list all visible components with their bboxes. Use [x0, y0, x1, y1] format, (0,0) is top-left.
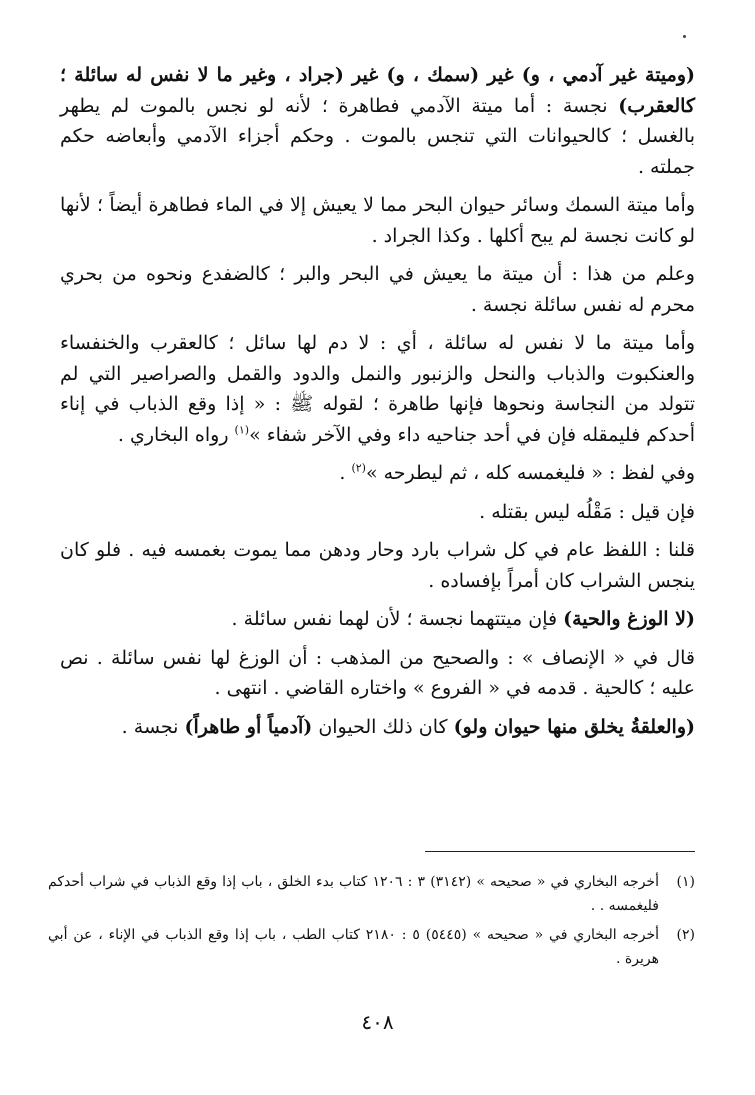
- sharh-text: قال في « الإنصاف » : والصحيح من المذهب : أن الوزغ لها نفس سائلة . نص عليه ؛ كالحية . قدمه في « الفروع » واختاره القاضي . انتهى .: [60, 646, 695, 699]
- matn-text: (لا الوزغ والحية): [563, 608, 695, 630]
- sharh-text: نجسة : أما ميتة الآدمي فطاهرة ؛ لأنه لو نجس بالموت لم يطهر بالغسل ؛ كالحيوانات التي تنجس بالموت . وحكم أجزاء الآدمي وأبعاضه حكم جملته .: [60, 94, 695, 178]
- footnote-ref: (٢): [351, 461, 366, 475]
- matn-text: (والعلقةُ يخلق منها حيوان ولو): [453, 715, 695, 738]
- paragraph: [60, 643, 695, 704]
- footnote: [48, 870, 695, 918]
- page-number: ٤٠٨: [361, 1010, 394, 1034]
- footnotes: [48, 870, 695, 976]
- sharh-text: وأما ميتة ما لا نفس له سائلة ، أي : لا دم لها سائل ؛ كالعقرب والخنفساء والعنكبوت والذباب والنحل والزنبور والنمل والدود والقمل والصراصير التي لم تتولد من النجاسة ونحوها فإنها طاهرة ؛ لقوله ﷺ : « إذا وقع الذباب في إناء أحدكم فليمقله فإن في أحد جناحيه داء وفي الآخر شفاء »: [60, 332, 695, 446]
- paragraph: [60, 535, 695, 596]
- matn-text: (وميتة غير آدمي ، و) غير (سمك ، و) غير (جراد ، وغير ما لا نفس له سائلة ؛ كالعقرب): [60, 64, 695, 117]
- sharh-text: وعلم من هذا : أن ميتة ما يعيش في البحر والبر ؛ كالضفدع ونحوه من بحري محرم له نفس سائلة نجسة .: [60, 263, 695, 316]
- footnote: [48, 923, 695, 971]
- paragraph: [60, 497, 695, 528]
- footnote-number: (١): [676, 874, 695, 890]
- paragraph: [60, 604, 695, 635]
- paragraph: [60, 259, 695, 320]
- paragraph: [60, 458, 695, 489]
- sharh-text: قلنا : اللفظ عام في كل شراب بارد وحار ودهن مما يموت بغمسه فيه . فلو كان ينجس الشراب كان أمراً بإفساده .: [60, 539, 695, 592]
- page-speck: [683, 35, 686, 38]
- paragraph: [60, 190, 695, 251]
- main-text: [60, 60, 695, 750]
- sharh-text: فإن قيل : مَقْلُه ليس بقتله .: [479, 500, 695, 523]
- sharh-text: وفي لفظ : « فليغمسه كله ، ثم ليطرحه »: [365, 462, 695, 484]
- footnote-separator: [425, 851, 695, 852]
- paragraph: [60, 712, 695, 743]
- footnote-ref: (١): [234, 423, 250, 437]
- footnote-text: أخرجه البخاري في « صحيحه » (٣١٤٢) ٣ : ١٢٠٦ كتاب بدء الخلق ، باب إذا وقع الذباب في شراب أحدكم فليغمسه . .: [48, 874, 659, 914]
- sharh-text: .: [339, 462, 352, 484]
- paragraph: [60, 328, 695, 450]
- matn-text: (آدمياً أو طاهراً): [184, 715, 313, 738]
- sharh-text: نجسة .: [121, 715, 185, 738]
- footnote-number: (٢): [676, 927, 695, 943]
- sharh-text: كان ذلك الحيوان: [312, 715, 454, 738]
- sharh-text: فإن ميتتهما نجسة ؛ لأن لهما نفس سائلة .: [231, 608, 564, 630]
- sharh-text: وأما ميتة السمك وسائر حيوان البحر مما لا يعيش إلا في الماء فطاهرة أيضاً ؛ لأنها لو كانت نجسة لم يبح أكلها . وكذا الجراد .: [60, 194, 695, 247]
- paragraph: [60, 60, 695, 182]
- sharh-text: رواه البخاري .: [117, 423, 235, 446]
- footnote-text: أخرجه البخاري في « صحيحه » (٥٤٤٥) ٥ : ٢١٨٠ كتاب الطب ، باب إذا وقع الذباب في الإناء ، عن أبي هريرة .: [48, 927, 659, 967]
